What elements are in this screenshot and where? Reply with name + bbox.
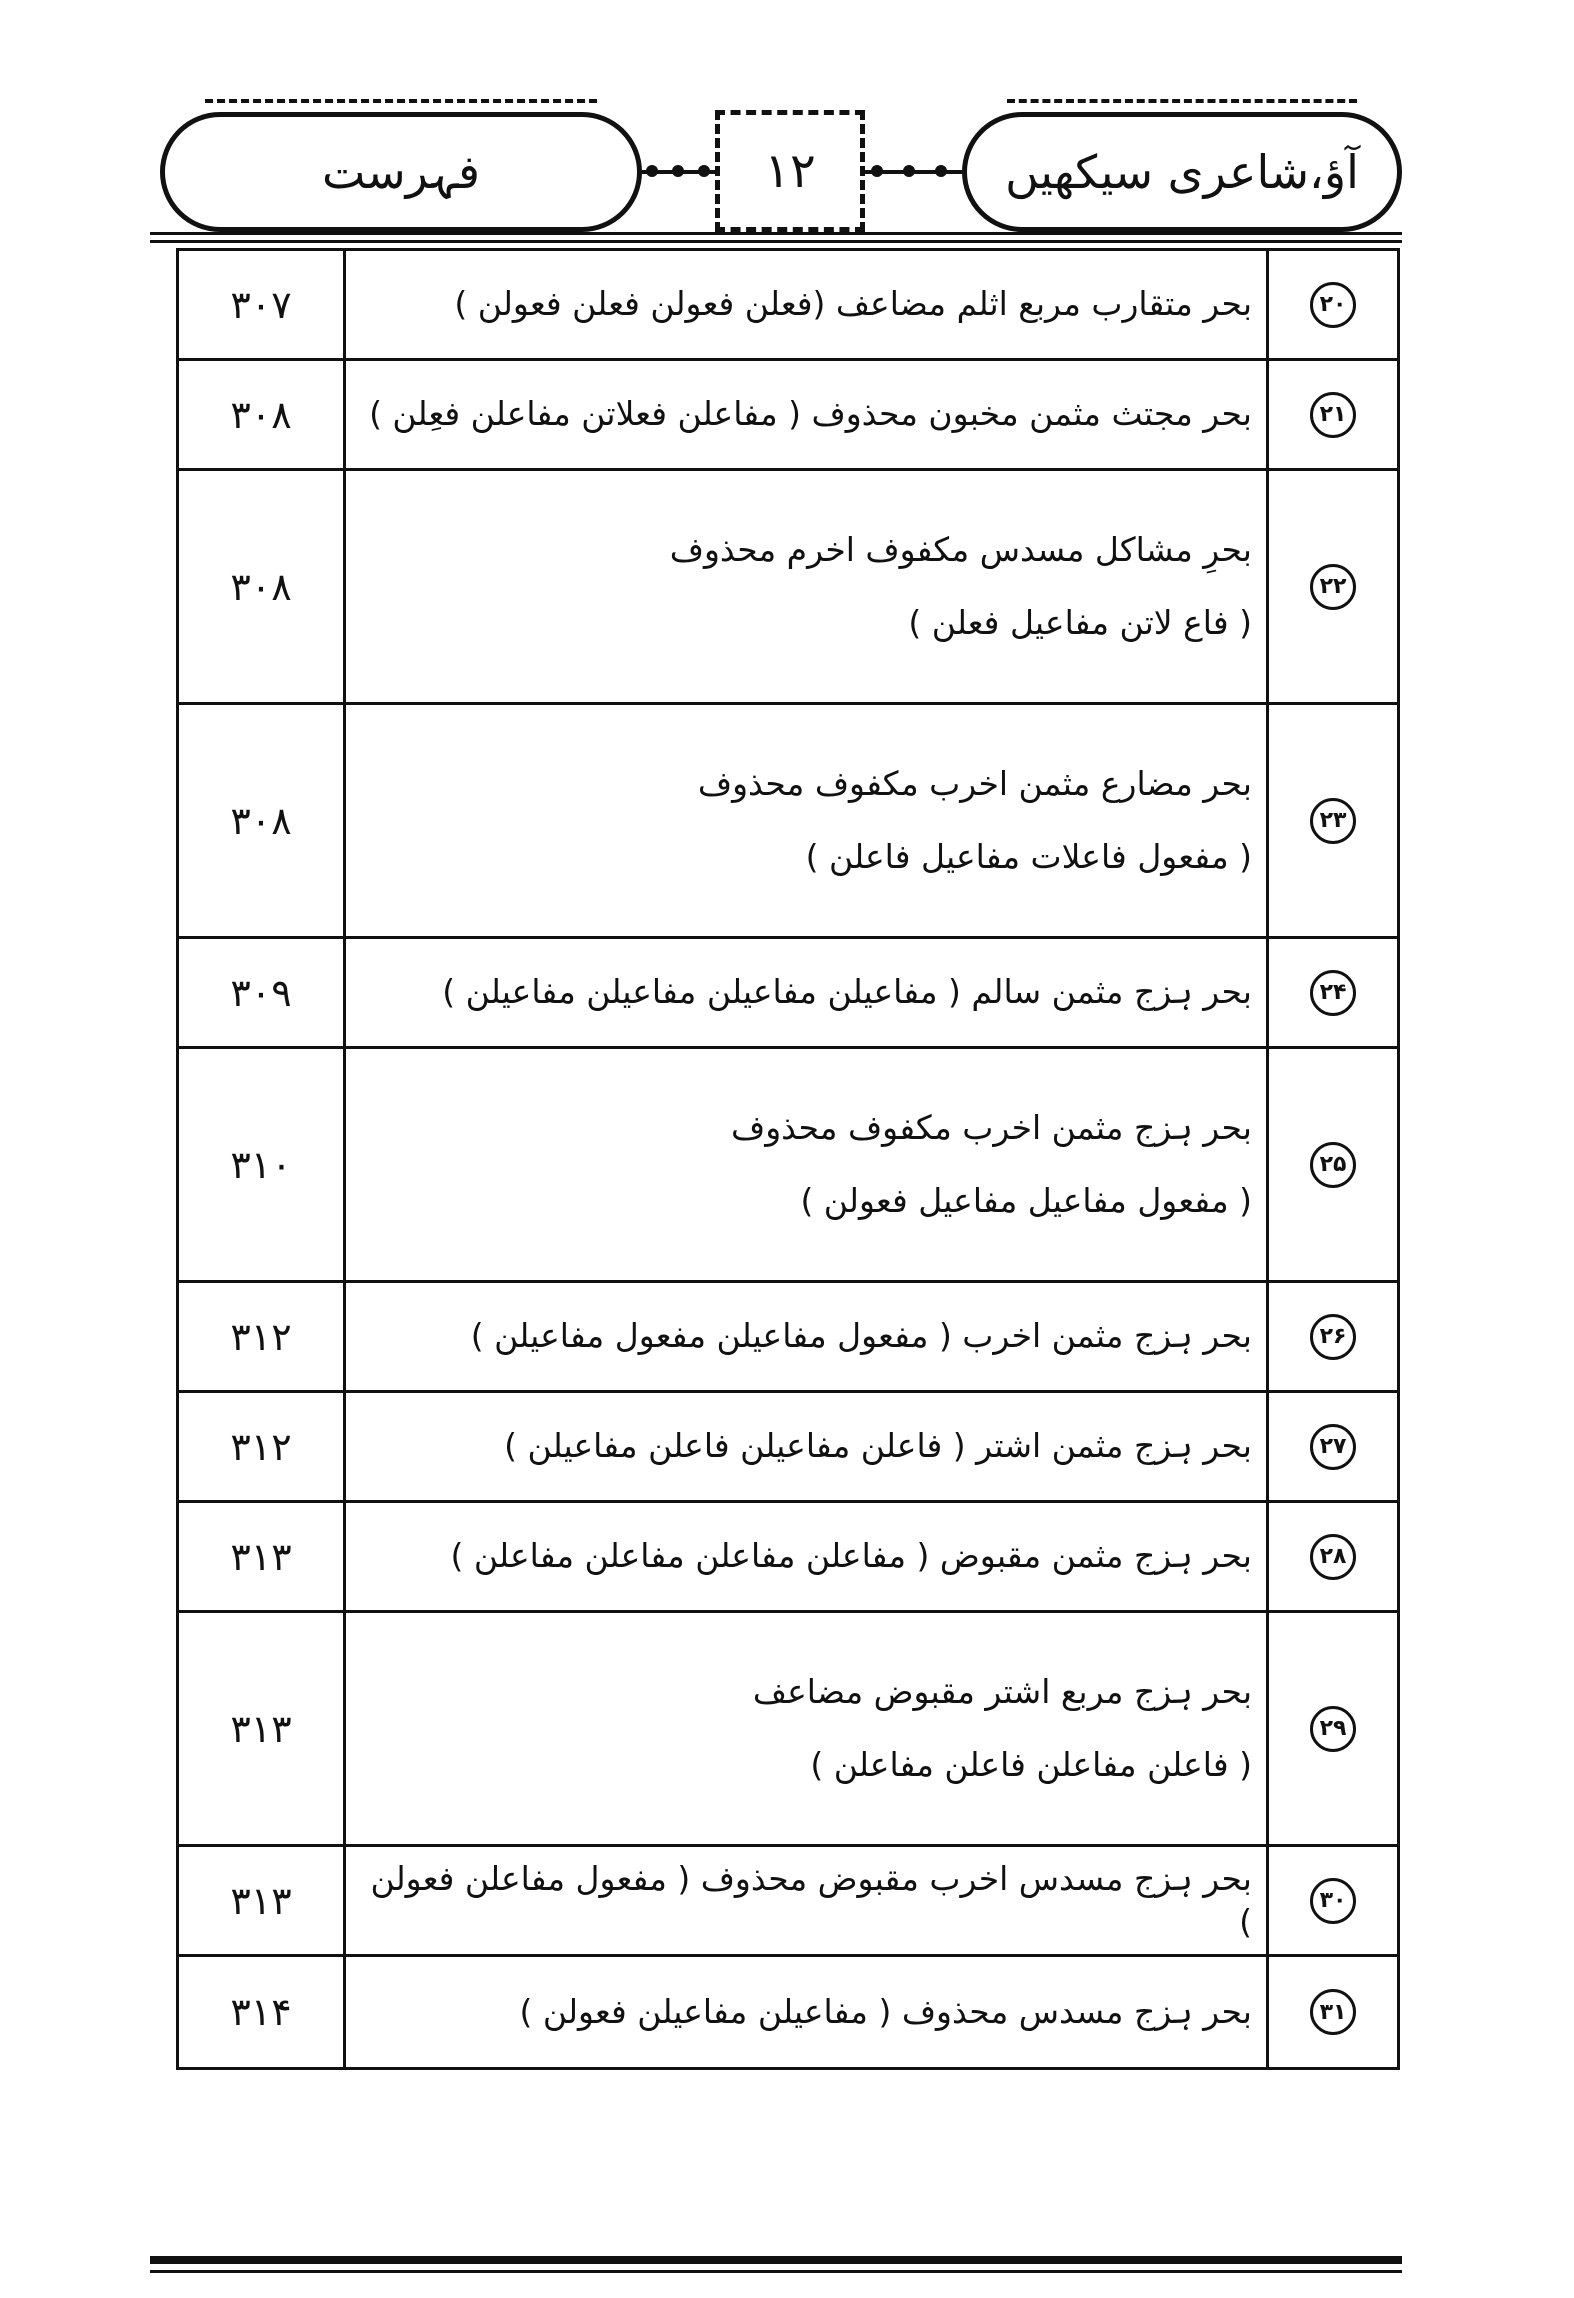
entry-number: ۲۲ [1310, 564, 1356, 610]
table-row [179, 1847, 1397, 1957]
entry-title-line: ( مفعول مفاعیل مفاعیل فعولن ) [800, 1180, 1252, 1220]
page-reference: ۳۱۳ [179, 1847, 346, 1954]
chain-ornament-right [865, 170, 962, 174]
entry-number-cell [1269, 1503, 1397, 1610]
entry-number-cell [1269, 939, 1397, 1046]
entry-number-cell [1269, 251, 1397, 358]
entry-title-line: بحر مجتث مثمن مخبون محذوف ( مفاعلن فعلاتن مفاعلن فعِلن ) [369, 394, 1252, 434]
entry-number: ۲۸ [1310, 1534, 1356, 1580]
entry-title [346, 471, 1269, 702]
entry-number-cell [1269, 1393, 1397, 1500]
page-reference: ۳۱۳ [179, 1503, 346, 1610]
entry-title-line: بحر متقارب مربع اثلم مضاعف (فعلن فعولن فعلن فعولن ) [454, 284, 1252, 324]
page-header [0, 0, 1574, 240]
entry-title [346, 1283, 1269, 1390]
entry-title-line: بحر ہزج مثمن مقبوض ( مفاعلن مفاعلن مفاعلن مفاعلن ) [450, 1536, 1252, 1576]
footer-rule-thin [150, 2270, 1402, 2273]
entry-title [346, 1847, 1269, 1954]
entry-title [346, 1613, 1269, 1844]
entry-title-line: ( فاعلن مفاعلن فاعلن مفاعلن ) [810, 1744, 1252, 1784]
page-reference: ۳۱۲ [179, 1283, 346, 1390]
footer-rule-thick [150, 2256, 1402, 2264]
entry-number: ۲۵ [1310, 1142, 1356, 1188]
entry-title-line: بحر ہزج مثمن اخرب مکفوف محذوف [731, 1107, 1252, 1147]
entry-title [346, 1393, 1269, 1500]
book-title: آؤ،شاعری سیکھیں [1005, 145, 1359, 199]
table-row [179, 939, 1397, 1049]
entry-number-cell [1269, 1283, 1397, 1390]
entry-number: ۲۶ [1310, 1314, 1356, 1360]
section-title: فہرست [321, 145, 481, 199]
entry-title [346, 939, 1269, 1046]
page-reference: ۳۱۲ [179, 1393, 346, 1500]
entry-title-line: ( مفعول فاعلات مفاعیل فاعلن ) [805, 836, 1252, 876]
entry-title-line: بحر ہزج مثمن اخرب ( مفعول مفاعیلن مفعول مفاعیلن ) [470, 1316, 1252, 1356]
entry-number: ۳۱ [1310, 1989, 1356, 2035]
entry-number: ۲۴ [1310, 970, 1356, 1016]
contents-table [176, 248, 1400, 2070]
page-reference: ۳۰۹ [179, 939, 346, 1046]
entry-title [346, 705, 1269, 936]
entry-number-cell [1269, 1049, 1397, 1280]
page-reference: ۳۰۸ [179, 705, 346, 936]
page-reference: ۳۱۴ [179, 1957, 346, 2067]
table-row [179, 361, 1397, 471]
section-title-box [160, 112, 642, 232]
entry-title [346, 361, 1269, 468]
entry-title [346, 251, 1269, 358]
entry-number: ۲۰ [1310, 282, 1356, 328]
entry-number: ۲۱ [1310, 392, 1356, 438]
entry-number: ۲۹ [1310, 1706, 1356, 1752]
page-reference: ۳۱۰ [179, 1049, 346, 1280]
entry-title-line: ( فاع لاتن مفاعیل فعلن ) [908, 602, 1252, 642]
entry-number-cell [1269, 361, 1397, 468]
book-title-box [962, 112, 1402, 232]
page-reference: ۳۰۸ [179, 361, 346, 468]
table-row [179, 251, 1397, 361]
header-rule-bottom [150, 240, 1402, 243]
entry-number-cell [1269, 1957, 1397, 2067]
page-reference: ۳۰۸ [179, 471, 346, 702]
entry-title [346, 1049, 1269, 1280]
entry-title-line: بحرِ مشاکل مسدس مکفوف اخرم محذوف [669, 529, 1252, 569]
entry-title-line: بحر ہزج مثمن اشتر ( فاعلن مفاعیلن فاعلن مفاعیلن ) [504, 1426, 1252, 1466]
entry-number: ۲۷ [1310, 1424, 1356, 1470]
table-row [179, 1393, 1397, 1503]
entry-number-cell [1269, 471, 1397, 702]
table-row [179, 471, 1397, 705]
table-row [179, 1957, 1397, 2067]
entry-number-cell [1269, 1613, 1397, 1844]
header-rule-top [150, 232, 1402, 235]
entry-title [346, 1957, 1269, 2067]
entry-number: ۳۰ [1310, 1878, 1356, 1924]
page-reference: ۳۰۷ [179, 251, 346, 358]
entry-title-line: بحر ہزج مثمن سالم ( مفاعیلن مفاعیلن مفاعیلن مفاعیلن ) [442, 972, 1252, 1012]
table-row [179, 1049, 1397, 1283]
entry-number-cell [1269, 1847, 1397, 1954]
table-row [179, 705, 1397, 939]
entry-title-line: بحر ہزج مسدس محذوف ( مفاعیلن مفاعیلن فعولن ) [519, 1991, 1252, 2031]
page-number: ۱۲ [764, 143, 816, 199]
entry-title [346, 1503, 1269, 1610]
entry-number: ۲۳ [1310, 798, 1356, 844]
entry-number-cell [1269, 705, 1397, 936]
page-number-box [715, 110, 865, 232]
entry-title-line: بحر مضارع مثمن اخرب مکفوف محذوف [697, 763, 1252, 803]
page-reference: ۳۱۳ [179, 1613, 346, 1844]
chain-ornament-left [642, 170, 715, 174]
table-row [179, 1283, 1397, 1393]
table-row [179, 1613, 1397, 1847]
entry-title-line: بحر ہزج مسدس اخرب مقبوض محذوف ( مفعول مفاعلن فعولن ) [370, 1858, 1252, 1941]
table-row [179, 1503, 1397, 1613]
entry-title-line: بحر ہزج مربع اشتر مقبوض مضاعف [752, 1671, 1252, 1711]
